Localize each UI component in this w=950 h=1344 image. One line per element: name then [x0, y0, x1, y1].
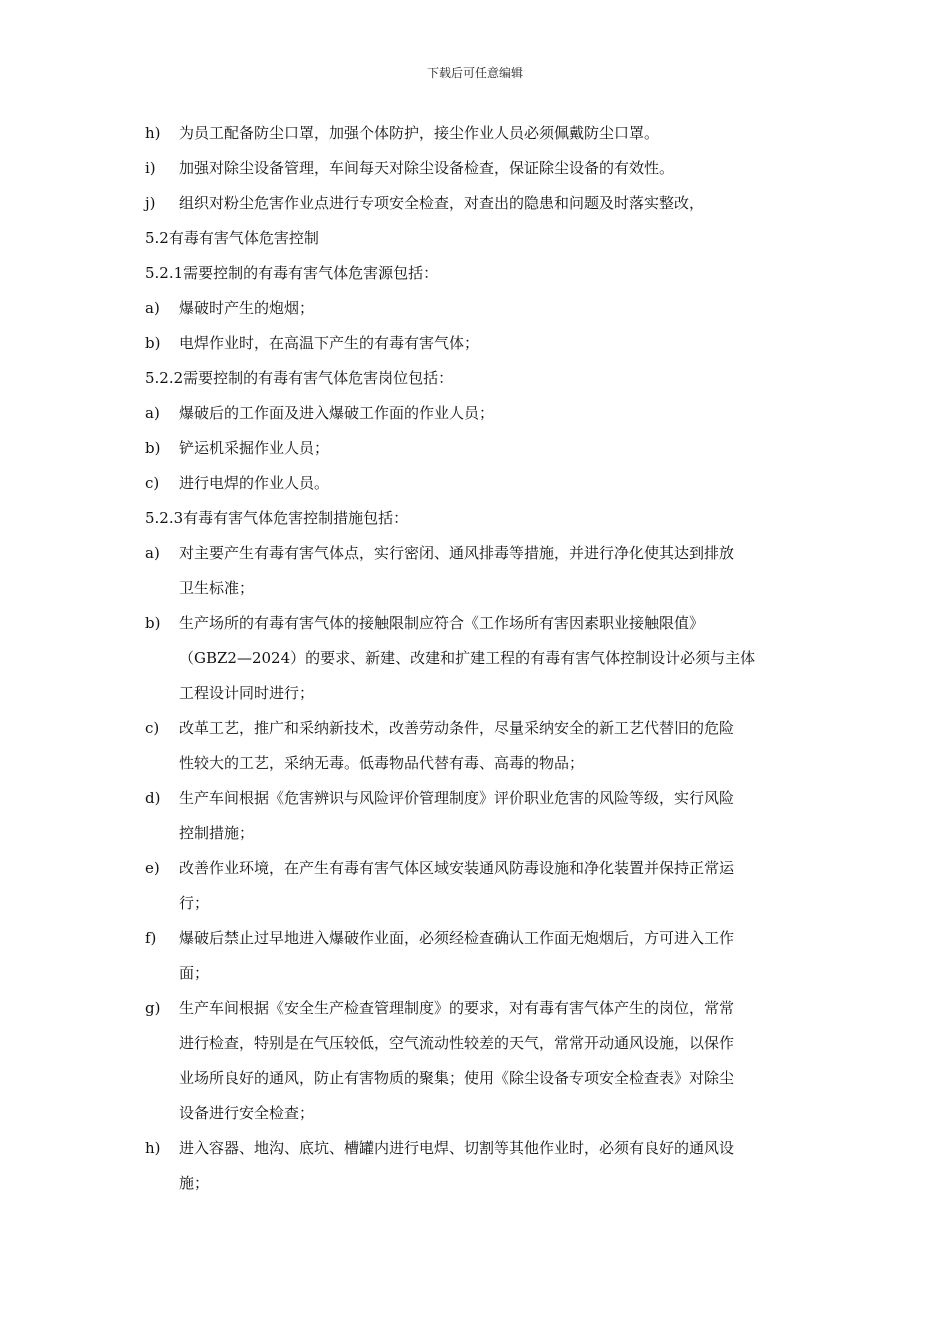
line-text: 进行电焊的作业人员。 — [179, 474, 330, 492]
list-item-marker: i) — [145, 159, 156, 177]
list-item-continuation — [143, 1166, 808, 1201]
list-item — [143, 991, 808, 1026]
list-item — [143, 116, 808, 151]
line-text: 5.2有毒有害气体危害控制 — [145, 229, 319, 247]
section-heading — [143, 501, 808, 536]
line-text: 工程设计同时进行； — [179, 684, 315, 702]
list-item — [143, 851, 808, 886]
line-text: 5.2.1需要控制的有毒有害气体危害源包括： — [145, 264, 439, 282]
line-text: 5.2.3有毒有害气体危害控制措施包括： — [145, 509, 409, 527]
list-item-marker: d) — [145, 789, 161, 807]
line-text: 组织对粉尘危害作业点进行专项安全检查，对查出的隐患和问题及时落实整改， — [179, 194, 705, 212]
list-item — [143, 396, 808, 431]
line-text: （GBZ2—2024）的要求、新建、改建和扩建工程的有毒有害气体控制设计必须与主体 — [179, 649, 756, 667]
line-text: 爆破后禁止过早地进入爆破作业面，必须经检查确认工作面无炮烟后，方可进入工作 — [179, 929, 735, 947]
list-item-marker: f) — [145, 929, 157, 947]
list-item-continuation — [143, 1026, 808, 1061]
line-text: 改善作业环境，在产生有毒有害气体区域安装通风防毒设施和净化装置并保持正常运 — [179, 859, 735, 877]
line-text: 爆破时产生的炮烟； — [179, 299, 315, 317]
line-text: 控制措施； — [179, 824, 255, 842]
section-heading — [143, 256, 808, 291]
section-heading — [143, 361, 808, 396]
line-text: 面； — [179, 964, 210, 982]
list-item — [143, 431, 808, 466]
line-text: 进行检查，特别是在气压较低，空气流动性较差的天气，常常开动通风设施，以保作 — [179, 1034, 735, 1052]
list-item — [143, 606, 808, 641]
document-body — [143, 116, 808, 1201]
line-text: 改革工艺，推广和采纳新技术，改善劳动条件，尽量采纳安全的新工艺代替旧的危险 — [179, 719, 735, 737]
list-item-marker: a) — [145, 544, 160, 562]
line-text: 生产场所的有毒有害气体的接触限制应符合《工作场所有害因素职业接触限值》 — [179, 614, 705, 632]
list-item-continuation — [143, 746, 808, 781]
list-item-continuation — [143, 956, 808, 991]
line-text: 生产车间根据《安全生产检查管理制度》的要求，对有毒有害气体产生的岗位，常常 — [179, 999, 735, 1017]
line-text: 性较大的工艺，采纳无毒。低毒物品代替有毒、高毒的物品； — [179, 754, 585, 772]
list-item-marker: b) — [145, 334, 161, 352]
list-item — [143, 466, 808, 501]
list-item-continuation — [143, 676, 808, 711]
line-text: 进入容器、地沟、底坑、槽罐内进行电焊、切割等其他作业时，必须有良好的通风设 — [179, 1139, 735, 1157]
line-text: 业场所良好的通风，防止有害物质的聚集；使用《除尘设备专项安全检查表》对除尘 — [179, 1069, 735, 1087]
list-item — [143, 711, 808, 746]
line-text: 铲运机采掘作业人员； — [179, 439, 330, 457]
line-text: 为员工配备防尘口罩，加强个体防护，接尘作业人员必须佩戴防尘口罩。 — [179, 124, 660, 142]
line-text: 电焊作业时，在高温下产生的有毒有害气体； — [179, 334, 480, 352]
list-item — [143, 536, 808, 571]
list-item — [143, 921, 808, 956]
line-text: 5.2.2需要控制的有毒有害气体危害岗位包括： — [145, 369, 454, 387]
list-item-marker: a) — [145, 404, 160, 422]
list-item-marker: c) — [145, 719, 160, 737]
list-item-continuation — [143, 1061, 808, 1096]
line-text: 行； — [179, 894, 210, 912]
line-text: 生产车间根据《危害辨识与风险评价管理制度》评价职业危害的风险等级，实行风险 — [179, 789, 735, 807]
list-item — [143, 781, 808, 816]
list-item-continuation — [143, 1096, 808, 1131]
list-item — [143, 151, 808, 186]
list-item-marker: g) — [145, 999, 161, 1017]
list-item-marker: h) — [145, 124, 161, 142]
list-item-marker: c) — [145, 474, 160, 492]
list-item-marker: e) — [145, 859, 160, 877]
list-item — [143, 186, 808, 221]
list-item-marker: b) — [145, 614, 161, 632]
line-text: 对主要产生有毒有害气体点，实行密闭、通风排毒等措施，并进行净化使其达到排放 — [179, 544, 735, 562]
list-item — [143, 291, 808, 326]
list-item-marker: a) — [145, 299, 160, 317]
line-text: 卫生标准； — [179, 579, 255, 597]
section-heading — [143, 221, 808, 256]
list-item-continuation — [143, 641, 808, 676]
list-item — [143, 326, 808, 361]
list-item-continuation — [143, 886, 808, 921]
line-text: 加强对除尘设备管理，车间每天对除尘设备检查，保证除尘设备的有效性。 — [179, 159, 675, 177]
list-item-marker: j) — [145, 194, 156, 212]
page-header: 下载后可任意编辑 — [426, 66, 523, 80]
list-item-continuation — [143, 571, 808, 606]
line-text: 爆破后的工作面及进入爆破工作面的作业人员； — [179, 404, 495, 422]
line-text: 设备进行安全检查； — [179, 1104, 315, 1122]
list-item — [143, 1131, 808, 1166]
list-item-marker: b) — [145, 439, 161, 457]
list-item-marker: h) — [145, 1139, 161, 1157]
list-item-continuation — [143, 816, 808, 851]
line-text: 施； — [179, 1174, 210, 1192]
